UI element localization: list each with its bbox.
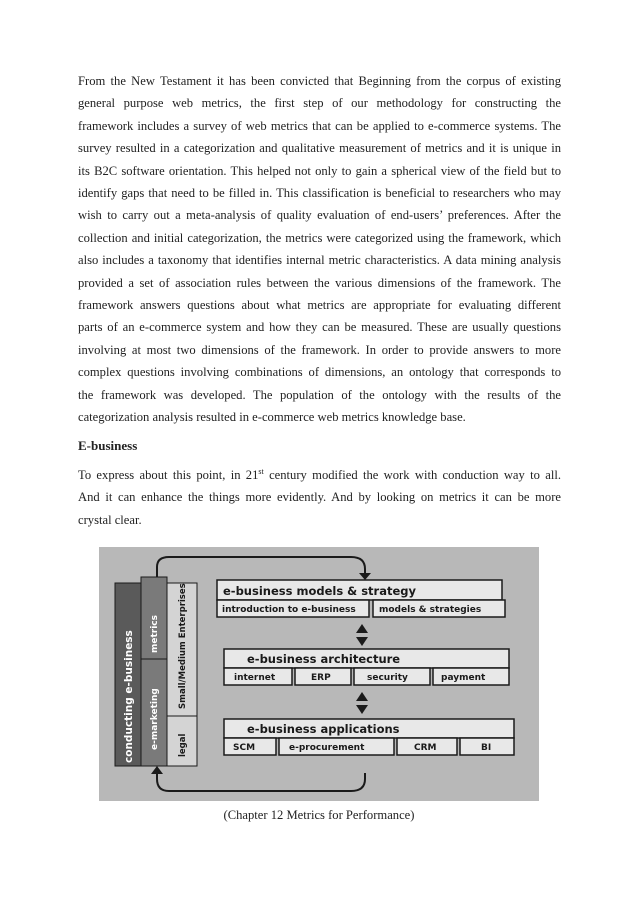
text-line: also includes a taxonomy that identifies internal metric characteristics. A data mining analysis — [78, 253, 561, 268]
e-marketing-label: e-marketing — [150, 688, 160, 750]
e-business-framework-diagram — [99, 547, 539, 801]
text-line: crystal clear. — [78, 512, 142, 527]
sme-label: Small/Medium Enterprises — [178, 583, 188, 709]
metrics-label: metrics — [150, 615, 160, 653]
text-fragment: To express about this point, in 21 — [78, 468, 259, 482]
text-line: identify gaps that need to be filled in. This classification is beneficial to researchers who may — [78, 186, 561, 201]
conducting-e-business-label: conducting e-business — [123, 630, 135, 763]
text-line: collection and initial categorization, the metrics were categorized using the framework, which — [78, 230, 561, 245]
legal-label: legal — [178, 733, 188, 757]
bi-label: BI — [481, 743, 492, 753]
intro-e-business-label: introduction to e-business — [222, 605, 356, 615]
models-strategies-label: models & strategies — [379, 605, 482, 615]
text-fragment: century modified the work with conduction way to all. — [263, 468, 561, 482]
security-label: security — [367, 673, 408, 683]
scm-label: SCM — [233, 743, 256, 753]
paragraph-e-business — [78, 464, 561, 531]
text-line: categorization analysis resulted in e-commerce web metrics knowledge base. — [78, 410, 466, 425]
text-line — [78, 464, 561, 486]
e-procurement-label: e-procurement — [289, 743, 365, 753]
text-line: framework answers questions about what metrics are appropriate for evaluating different — [78, 298, 561, 313]
erp-label: ERP — [311, 673, 331, 683]
internet-label: internet — [234, 673, 276, 683]
payment-label: payment — [441, 673, 486, 683]
text-line: wish to carry out a meta-analysis of quality evaluation of end-users’ preferences. After the — [78, 208, 561, 223]
text-line: survey resulted in a categorization and qualitative measurement of metrics and it is unique in — [78, 141, 561, 156]
models-strategy-title: e-business models & strategy — [223, 584, 416, 598]
text-line: its B2C software orientation. This helped not only to gain a spherical view of the field but to — [78, 163, 561, 178]
text-line: framework includes a survey of web metrics that can be applied to e-commerce systems. The — [78, 118, 561, 133]
text-line: And it can enhance the things more evidently. And by looking on metrics it can be more — [78, 490, 561, 505]
section-heading: E-business — [78, 438, 138, 453]
text-line: provided a set of association rules between the various dimensions of the framework. The — [78, 275, 561, 290]
text-line: complex questions involving combinations of dimensions, an ontology that corresponds to — [78, 365, 561, 380]
superscript: st — [258, 467, 264, 476]
text-line: general purpose web metrics, the first step of our methodology for constructing the — [78, 96, 561, 111]
paragraph-metrics-methodology — [78, 70, 561, 429]
text-line: involving at most two dimensions of the framework. In order to provide answers to more — [78, 342, 561, 357]
figure-caption: (Chapter 12 Metrics for Performance) — [223, 808, 415, 822]
text-line: parts of an e-commerce system and how they can be measured. These are usually questions — [78, 320, 561, 335]
crm-label: CRM — [414, 743, 437, 753]
text-line: From the New Testament it has been convicted that Beginning from the corpus of existing — [78, 74, 561, 88]
applications-title: e-business applications — [247, 722, 400, 736]
text-line: the framework was developed. The population of the ontology with the results of the — [78, 387, 561, 402]
architecture-title: e-business architecture — [247, 652, 401, 666]
